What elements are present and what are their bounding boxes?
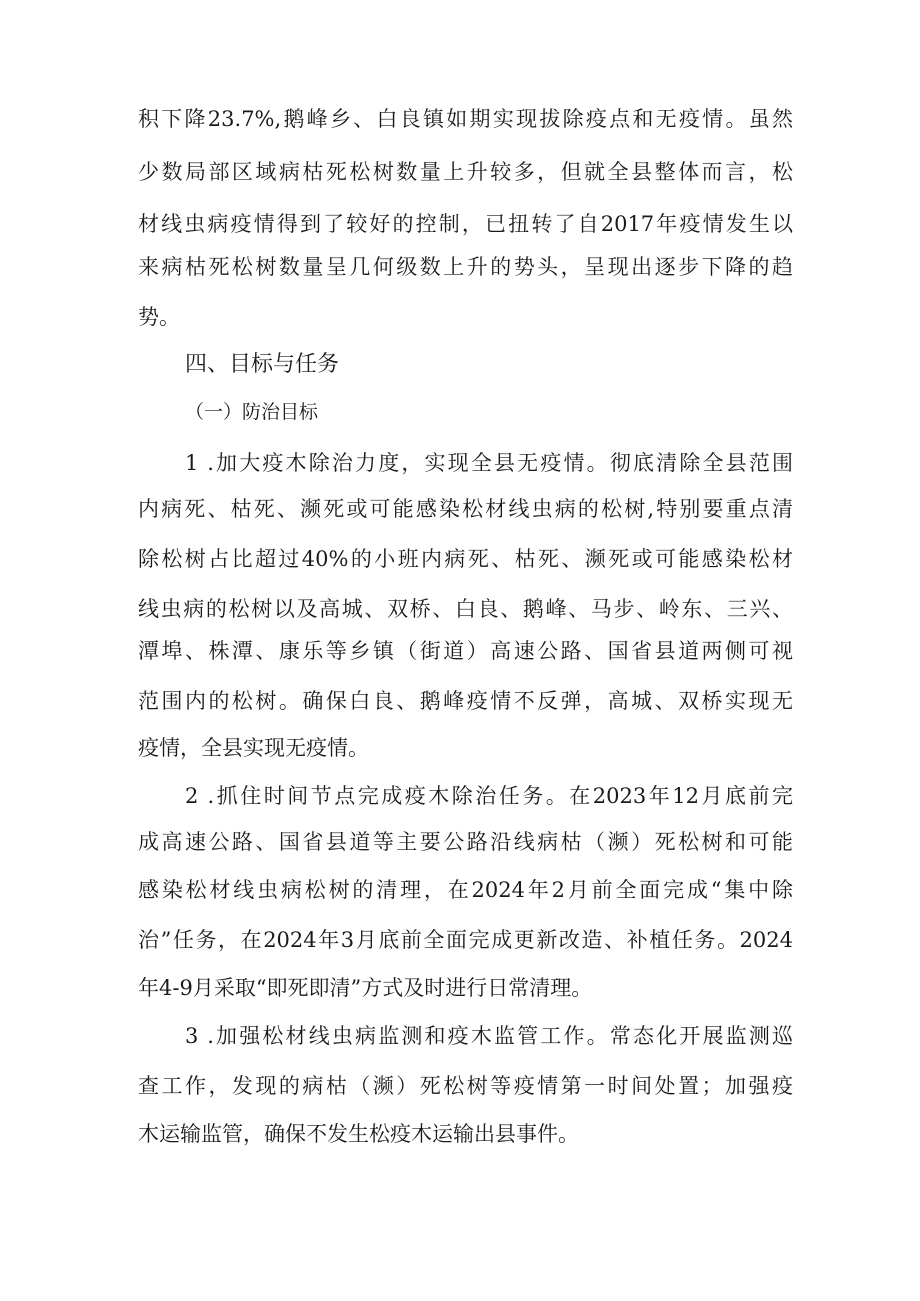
paragraph-line: 查工作，发现的病枯（濒）死松树等疫情第一时间处置；加强疫 xyxy=(138,1074,793,1098)
paragraph-line: 1 .加大疫木除治力度，实现全县无疫情。彻底清除全县范围 xyxy=(185,451,793,475)
paragraph-line: 内病死、枯死、濒死或可能感染松材线虫病的松树,特别要重点清 xyxy=(138,497,793,521)
paragraph-line: 木运输监管，确保不发生松疫木运输出县事件。 xyxy=(138,1122,579,1146)
paragraph-line: 范围内的松树。确保白良、鹅峰疫情不反弹，高城、双桥实现无 xyxy=(138,689,793,713)
paragraph-line: 材线虫病疫情得到了较好的控制，已扭转了自2017年疫情发生以 xyxy=(138,212,793,236)
paragraph-line: 积下降23.7%,鹅峰乡、白良镇如期实现拔除疫点和无疫情。虽然 xyxy=(138,107,793,131)
paragraph-line: 来病枯死松树数量呈几何级数上升的势头，呈现出逐步下降的趋 xyxy=(138,255,793,279)
paragraph-line: 成高速公路、国省县道等主要公路沿线病枯（濒）死松树和可能 xyxy=(138,830,793,854)
paragraph-line: 2 .抓住时间节点完成疫木除治任务。在2023年12月底前完 xyxy=(185,784,793,808)
paragraph-line: 年4-9月采取“即死即清”方式及时进行日常清理。 xyxy=(138,976,593,1000)
paragraph-line: 3 .加强松材线虫病监测和疫木监管工作。常态化开展监测巡 xyxy=(185,1024,793,1048)
paragraph-line: 疫情，全县实现无疫情。 xyxy=(138,736,369,760)
paragraph-line: 治”任务，在2024年3月底前全面完成更新改造、补植任务。2024 xyxy=(138,928,793,952)
paragraph-line: 少数局部区域病枯死松树数量上升较多，但就全县整体而言，松 xyxy=(138,160,793,184)
sub-heading: （一）防治目标 xyxy=(185,401,319,423)
paragraph-line: 感染松材线虫病松树的清理，在2024年2月前全面完成“集中除 xyxy=(138,878,793,902)
paragraph-line: 除松树占比超过40%的小班内病死、枯死、濒死或可能感染松材 xyxy=(138,547,793,571)
section-heading: 四、目标与任务 xyxy=(185,352,340,377)
paragraph-line: 线虫病的松树以及高城、双桥、白良、鹅峰、马步、岭东、三兴、 xyxy=(138,597,793,621)
paragraph-line: 潭埠、株潭、康乐等乡镇（街道）高速公路、国省县道两侧可视 xyxy=(138,639,793,663)
paragraph-line: 势。 xyxy=(138,305,180,329)
